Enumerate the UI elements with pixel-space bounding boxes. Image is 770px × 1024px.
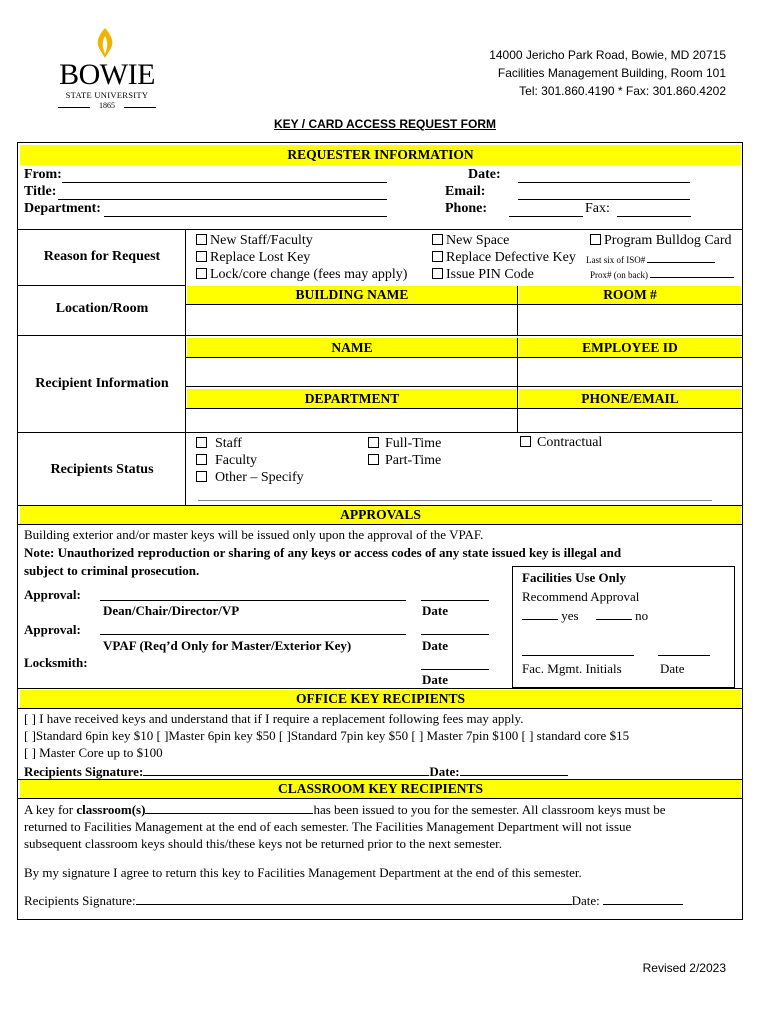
fac-initials-input[interactable]	[522, 655, 634, 656]
fac-date-input[interactable]	[658, 655, 710, 656]
recipient-info-label: Recipient Information	[35, 376, 169, 391]
approval-1-label: Approval:	[24, 587, 81, 602]
locksmith-date-input[interactable]	[421, 669, 489, 670]
reason-new-space[interactable]: New Space	[432, 232, 576, 249]
iso-input[interactable]	[647, 253, 715, 263]
recipient-department-input[interactable]	[187, 409, 516, 431]
classroom-date-label: Date:	[571, 893, 600, 908]
fac-date-label: Date	[660, 661, 685, 676]
department-header: DEPARTMENT	[187, 389, 517, 408]
checkbox-icon[interactable]	[196, 471, 207, 482]
approvals-note-1: Note: Unauthorized reproduction or sharing of any keys or access codes of any state issued key is illegal and	[24, 545, 622, 560]
classroom-date-input[interactable]	[603, 891, 683, 905]
classroom-input[interactable]	[145, 800, 313, 814]
approvals-header: APPROVALS	[20, 506, 741, 524]
iso-label: Last six of ISO#	[586, 255, 646, 265]
logo-sub: STATE UNIVERSITY	[65, 90, 149, 100]
checkbox-icon[interactable]	[196, 234, 207, 245]
approval-1-date-input[interactable]	[421, 600, 489, 601]
classroom-paragraph-1: A key for classroom(s) has been issued to you for the semester. All classroom keys must be	[24, 802, 666, 817]
approval-2-label: Approval:	[24, 622, 81, 637]
address-block	[489, 46, 726, 100]
office-fees-line[interactable]: [ ]Standard 6pin key $10 [ ]Master 6pin key $50 [ ]Standard 7pin key $50 [ ] Master 7pin $100 [ ] standard core $15	[24, 728, 630, 743]
locksmith-date-label: Date	[422, 672, 448, 687]
status-faculty[interactable]: Faculty	[196, 452, 304, 469]
office-signature-input[interactable]	[143, 761, 429, 776]
from-input[interactable]	[62, 167, 387, 183]
reason-replace-defective[interactable]: Replace Defective Key	[432, 249, 576, 266]
recipient-phone-input[interactable]	[519, 409, 741, 431]
date-input[interactable]	[518, 167, 690, 183]
reason-new-staff[interactable]: New Staff/Faculty	[196, 232, 407, 249]
classroom-signature-input[interactable]	[136, 891, 572, 905]
status-contractual[interactable]: Contractual	[520, 435, 602, 451]
checkbox-icon[interactable]	[432, 234, 443, 245]
address-line-1: 14000 Jericho Park Road, Bowie, MD 20715	[489, 48, 726, 62]
checkbox-icon[interactable]	[196, 454, 207, 465]
classroom-signature-label: Recipients Signature:	[24, 893, 136, 908]
university-logo	[52, 26, 162, 116]
building-name-header: BUILDING NAME	[187, 286, 517, 304]
fax-label: Fax:	[585, 201, 610, 216]
checkbox-icon[interactable]	[196, 268, 207, 279]
revised-date: Revised 2/2023	[642, 961, 726, 975]
prox-input[interactable]	[650, 268, 734, 278]
vpaf-label: VPAF (Req’d Only for Master/Exterior Key)	[103, 638, 352, 653]
recommend-no-label: no	[635, 608, 649, 623]
prox-label: Prox# (on back)	[590, 270, 648, 280]
approval-1-date-label: Date	[422, 603, 448, 618]
address-line-2: Facilities Management Building, Room 101	[497, 66, 726, 80]
address-line-3: Tel: 301.860.4190 * Fax: 301.860.4202	[519, 84, 726, 98]
approval-2-input[interactable]	[100, 634, 406, 635]
status-specify-input[interactable]	[198, 500, 712, 501]
employee-id-header: EMPLOYEE ID	[519, 338, 741, 357]
reason-issue-pin[interactable]: Issue PIN Code	[432, 266, 576, 283]
department-input[interactable]	[104, 201, 387, 217]
approval-2-date-label: Date	[422, 638, 448, 653]
checkbox-icon[interactable]	[432, 268, 443, 279]
from-label: From:	[24, 167, 62, 182]
room-header: ROOM #	[519, 286, 741, 304]
requester-header: REQUESTER INFORMATION	[20, 145, 741, 165]
status-full-time[interactable]: Full-Time	[368, 435, 441, 452]
room-input[interactable]	[519, 305, 741, 334]
reason-label: Reason for Request	[43, 249, 161, 264]
classroom-paragraph-3: subsequent classroom keys should this/these keys not be returned prior to the next semester.	[24, 836, 503, 851]
location-label: Location/Room	[55, 301, 149, 316]
email-input[interactable]	[518, 184, 690, 200]
form-title: KEY / CARD ACCESS REQUEST FORM	[273, 117, 497, 131]
name-input[interactable]	[187, 358, 516, 385]
dean-label: Dean/Chair/Director/VP	[103, 603, 240, 618]
department-label: Department:	[24, 201, 101, 216]
date-label: Date:	[468, 167, 501, 182]
office-signature-label: Recipients Signature	[24, 764, 139, 779]
office-key-header: OFFICE KEY RECIPIENTS	[20, 690, 741, 708]
checkbox-icon[interactable]	[432, 251, 443, 262]
checkbox-icon[interactable]	[368, 437, 379, 448]
classroom-key-header: CLASSROOM KEY RECIPIENTS	[20, 780, 741, 798]
fac-initials-label: Fac. Mgmt. Initials	[522, 661, 622, 676]
logo-year: 1865	[99, 101, 115, 110]
title-input[interactable]	[58, 184, 387, 200]
logo-name: BOWIE	[59, 58, 155, 91]
recommend-yes-input[interactable]	[522, 606, 558, 620]
checkbox-icon[interactable]	[196, 437, 207, 448]
status-staff[interactable]: Staff	[196, 435, 304, 452]
classroom-agreement: By my signature I agree to return this key to Facilities Management Department at the end of this semester.	[24, 865, 582, 880]
office-ack-line[interactable]: [ ] I have received keys and understand that if I require a replacement following fees may apply.	[24, 711, 524, 726]
recommend-approval-label: Recommend Approval	[522, 589, 640, 604]
fax-input[interactable]	[617, 201, 691, 217]
checkbox-icon[interactable]	[590, 234, 601, 245]
email-label: Email:	[445, 184, 486, 199]
office-date-label: Date:	[429, 764, 460, 779]
approvals-text: Building exterior and/or master keys will be issued only upon the approval of the VPAF.	[24, 527, 484, 542]
office-date-input[interactable]	[460, 761, 568, 776]
flame-icon	[90, 26, 120, 60]
checkbox-icon[interactable]	[520, 436, 531, 447]
phone-input[interactable]	[509, 201, 583, 217]
reason-replace-lost[interactable]: Replace Lost Key	[196, 249, 407, 266]
phone-label: Phone:	[445, 201, 487, 216]
recommend-no-input[interactable]	[596, 606, 632, 620]
title-label: Title:	[24, 184, 57, 199]
reason-program-bulldog[interactable]: Program Bulldog Card	[590, 233, 732, 249]
classroom-paragraph-2: returned to Facilities Management at the end of each semester. The Facilities Management Department will not issue	[24, 819, 632, 834]
checkbox-icon[interactable]	[196, 251, 207, 262]
phone-email-header: PHONE/EMAIL	[519, 389, 741, 408]
reason-lock-change[interactable]: Lock/core change (fees may apply)	[196, 266, 407, 283]
recommend-yes-label: yes	[561, 608, 579, 623]
name-header: NAME	[187, 338, 517, 357]
approval-1-input[interactable]	[100, 600, 406, 601]
employee-id-input[interactable]	[519, 358, 741, 385]
approval-2-date-input[interactable]	[421, 634, 489, 635]
status-part-time[interactable]: Part-Time	[368, 452, 441, 469]
approvals-note-2: subject to criminal prosecution.	[24, 563, 200, 578]
recipients-status-label: Recipients Status	[50, 462, 154, 477]
locksmith-label: Locksmith:	[24, 655, 88, 670]
checkbox-icon[interactable]	[368, 454, 379, 465]
building-name-input[interactable]	[187, 305, 516, 334]
office-core-line[interactable]: [ ] Master Core up to $100	[24, 745, 163, 760]
status-other[interactable]: Other – Specify	[196, 469, 304, 486]
facilities-use-title: Facilities Use Only	[522, 570, 626, 585]
